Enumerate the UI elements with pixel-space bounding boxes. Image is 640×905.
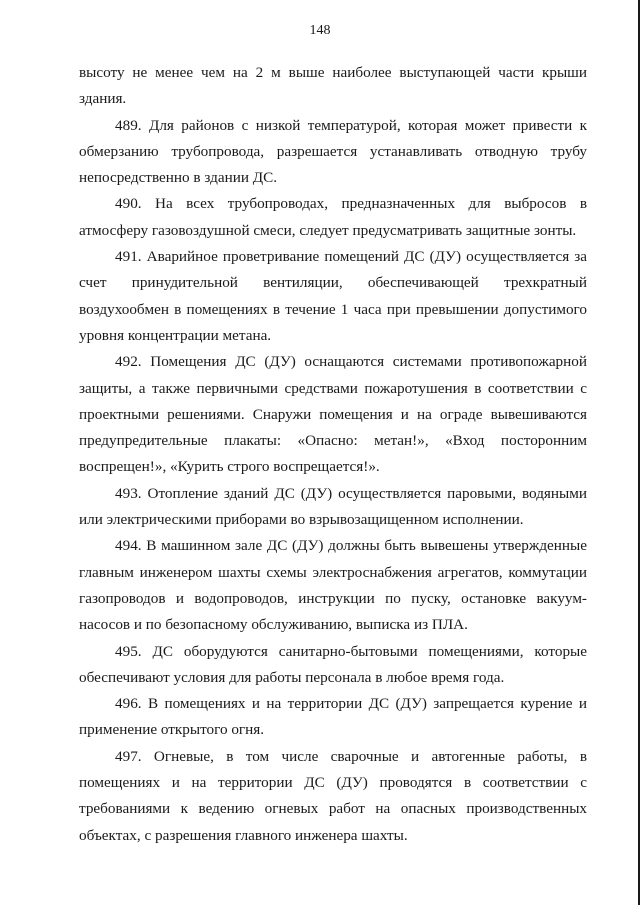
- paragraph-497: 497. Огневые, в том числе сварочные и автогенные работы, в помещениях и на территории ДС (ДУ) проводятся в соответствии с требованиями к ведению огневых работ на опасных производственных объектах, с разрешения главного инженера шахты.: [79, 747, 587, 844]
- paragraph-495: 495. ДС оборудуются санитарно-бытовыми помещениями, которые обеспечивают условия для работы персонала в любое время года.: [79, 642, 587, 686]
- paragraph-493: 493. Отопление зданий ДС (ДУ) осуществляется паровыми, водяными или электрическими приборами во взрывозащищенном исполнении.: [79, 484, 587, 529]
- document-body: [79, 60, 587, 849]
- paragraph-496: 496. В помещениях и на территории ДС (ДУ) запрещается курение и применение открытого огня.: [79, 695, 587, 739]
- paragraph-492: 492. Помещения ДС (ДУ) оснащаются системами противопожарной защиты, а также первичными средствами пожаротушения в соответствии с проектными решениями. Снаружи помещения и на ограде вывешиваются предупредительные плакаты: «Опасно: метан!», «Вход посторонним воспрещен!», «Курить строго воспрещается!».: [79, 353, 587, 476]
- paragraph-489: 489. Для районов с низкой температурой, которая может привести к обмерзанию трубопровода, разрешается устанавливать отводную трубу непосредственно в здании ДС.: [79, 116, 587, 187]
- paragraph-491: 491. Аварийное проветривание помещений ДС (ДУ) осуществляется за счет принудительной вентиляции, обеспечивающей трехкратный воздухообмен в помещениях в течение 1 часа при превышении допустимого уровня концентрации метана.: [79, 248, 587, 344]
- page-number: 148: [309, 23, 331, 38]
- paragraph-494: 494. В машинном зале ДС (ДУ) должны быть вывешены утвержденные главным инженером шахты схемы электроснабжения агрегатов, коммутации газопроводов и водопроводов, инструкции по пуску, остановке вакуум-насосов и по безопасному обслуживанию, выписка из ПЛА.: [79, 537, 587, 634]
- paragraph-continuation: высоту не менее чем на 2 м выше наиболее выступающей части крыши здания.: [79, 64, 587, 108]
- paragraph-490: 490. На всех трубопроводах, предназначенных для выбросов в атмосферу газовоздушной смеси, следует предусматривать защитные зонты.: [79, 195, 587, 239]
